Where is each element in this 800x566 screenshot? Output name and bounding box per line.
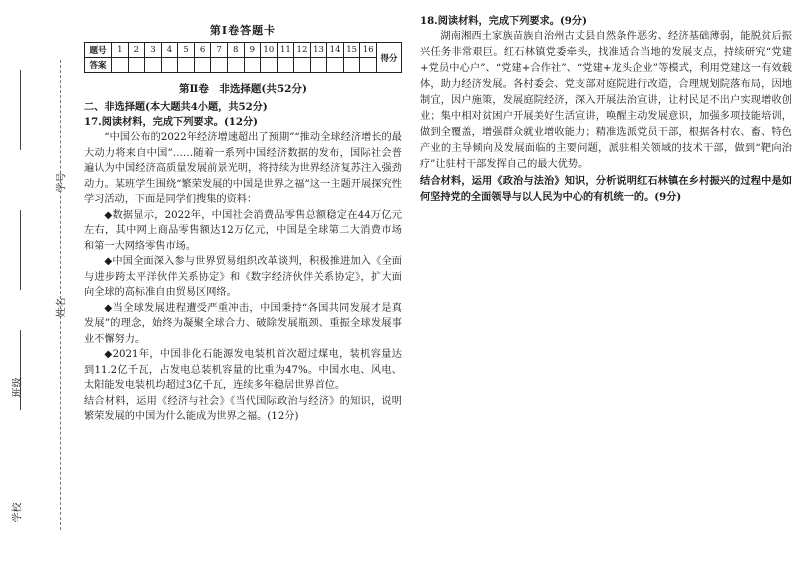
answer-cell[interactable] — [145, 58, 162, 73]
answer-card-title: 第Ⅰ卷答题卡 — [209, 24, 277, 37]
question-18-title: 18.阅读材料，完成下列要求。(9分) — [420, 15, 587, 27]
answer-sheet-answer-row — [85, 58, 402, 73]
section-heading: 二、非选择题(本大题共4小题，共52分) — [84, 101, 268, 113]
q18-material: 湖南湘西土家族苗族自治州古丈县自然条件恶劣、经济基础薄弱，能脱贫后振兴任务非常艰巨。红石林镇党委牵头，找准适合当地的发展支点，持续研究“党建+党员中心户”、“党建+合作社”、“党建+龙头企业”等模式，利用党建这一有效载体，助力经济发展。各村委会、党支部对庭院进行改造，合理规划院落布局，因地制宜，因户施策，发展庭院经济，深入开展法治宣讲，让村民足不出户实现增收创业；集中相对贫困户开展美好生活宣讲，唤醒主动发展意识，加强多项技能培训，做到全覆盖，增强群众就业增收能力；精准选派党员干部，根据各村农、畜、特色产业的主导倾向及发展面临的主要问题，派驻相关领域的技术干部，做到“靶向治疗”让驻村干部发挥自己的最大优势。 — [420, 31, 792, 170]
question-17-title: 17.阅读材料，完成下列要求。(12分) — [84, 116, 258, 128]
question-number-cell: 3 — [145, 43, 162, 58]
question-number-cell: 12 — [294, 43, 311, 58]
q17-task: 结合材料，运用《经济与社会》《当代国际政治与经济》的知识，说明繁荣发展的中国为什么能成为世界之福。(12分) — [84, 395, 402, 422]
q17-bullet-trade: ◆中国全面深入参与世界贸易组织改革谈判，积极推进加入《全面与进步跨太平洋伙伴关系协定》和《数字经济伙伴关系协定》，扩大面向全球的高标准自由贸易区网络。 — [84, 256, 402, 298]
answer-cell[interactable] — [244, 58, 261, 73]
question-number-cell: 2 — [128, 43, 145, 58]
answer-cell[interactable] — [294, 58, 311, 73]
score-cell: 得分 — [377, 43, 402, 73]
question-number-cell: 4 — [161, 43, 178, 58]
answer-cell[interactable] — [211, 58, 228, 73]
answer-cell[interactable] — [327, 58, 344, 73]
name-line[interactable] — [20, 210, 21, 290]
part2-title: 第Ⅱ卷 非选择题(共52分) — [179, 83, 307, 95]
left-column — [84, 22, 402, 425]
answer-cell[interactable] — [112, 58, 129, 73]
class-line[interactable] — [20, 330, 21, 410]
question-number-cell: 15 — [343, 43, 360, 58]
question-number-cell: 11 — [277, 43, 294, 58]
school-label: 学校 — [12, 502, 24, 523]
question-number-cell: 14 — [327, 43, 344, 58]
q18-task: 结合材料，运用《政治与法治》知识，分析说明红石林镇在乡村振兴的过程中是如何坚持党的全面领导与以人民为中心的有机统一的。(9分) — [420, 175, 792, 203]
question-number-cell: 16 — [360, 43, 377, 58]
q17-paragraph: “中国公布的2022年经济增速超出了预期”“推动全球经济增长的最大动力将来自中国”……随着一系列中国经济数据的发布，国际社会普遍认为中国经济高质量发展前景光明，将持续为世界经济复苏注入强劲动力。某班学生围绕“繁荣发展的中国是世界之福”这一主题开展探究性学习活动，下面是同学们搜集的资料： — [84, 132, 402, 205]
student-id-label: 学号 — [56, 172, 68, 193]
answer-cell[interactable] — [178, 58, 195, 73]
answer-cell[interactable] — [261, 58, 278, 73]
question-number-cell: 5 — [178, 43, 195, 58]
name-label: 姓名 — [56, 297, 68, 318]
class-label: 班级 — [12, 377, 24, 398]
answer-cell[interactable] — [161, 58, 178, 73]
question-number-cell: 10 — [261, 43, 278, 58]
question-number-cell: 6 — [194, 43, 211, 58]
q17-bullet-development: ◆当全球发展进程遭受严重冲击，中国秉持“各国共同发展才是真发展”的理念，始终为凝聚全球合力、破除发展瓶颈、重振全球发展事业不懈努力。 — [84, 302, 402, 345]
number-row-label: 题号 — [85, 43, 112, 58]
q17-bullet-energy: ◆2021年，中国非化石能源发电装机首次超过煤电，装机容量达到11.2亿千瓦，占发电总装机容量的比重为47%。中国水电、风电、太阳能发电装机均超过3亿千瓦，连续多年稳居世界首位。 — [84, 349, 402, 391]
answer-cell[interactable] — [343, 58, 360, 73]
answer-cell[interactable] — [277, 58, 294, 73]
answer-cell[interactable] — [128, 58, 145, 73]
question-number-cell: 8 — [227, 43, 244, 58]
binding-margin — [0, 0, 82, 566]
q17-bullet-consumption: ◆数据显示，2022年，中国社会消费品零售总额稳定在44万亿元左右，其中网上商品零售额达12万亿元，中国是全球第二大消费市场和第一大网络零售市场。 — [84, 209, 402, 252]
question-number-cell: 13 — [310, 43, 327, 58]
answer-cell[interactable] — [227, 58, 244, 73]
question-number-cell: 1 — [112, 43, 129, 58]
right-column — [420, 14, 792, 205]
student-id-line[interactable] — [20, 70, 21, 150]
question-number-cell: 7 — [211, 43, 228, 58]
answer-cell[interactable] — [194, 58, 211, 73]
answer-sheet-number-row — [85, 43, 402, 58]
answer-sheet-table — [84, 42, 402, 73]
answer-cell[interactable] — [360, 58, 377, 73]
answer-cell[interactable] — [310, 58, 327, 73]
answer-row-label: 答案 — [85, 58, 112, 73]
question-number-cell: 9 — [244, 43, 261, 58]
cut-line — [60, 60, 61, 530]
